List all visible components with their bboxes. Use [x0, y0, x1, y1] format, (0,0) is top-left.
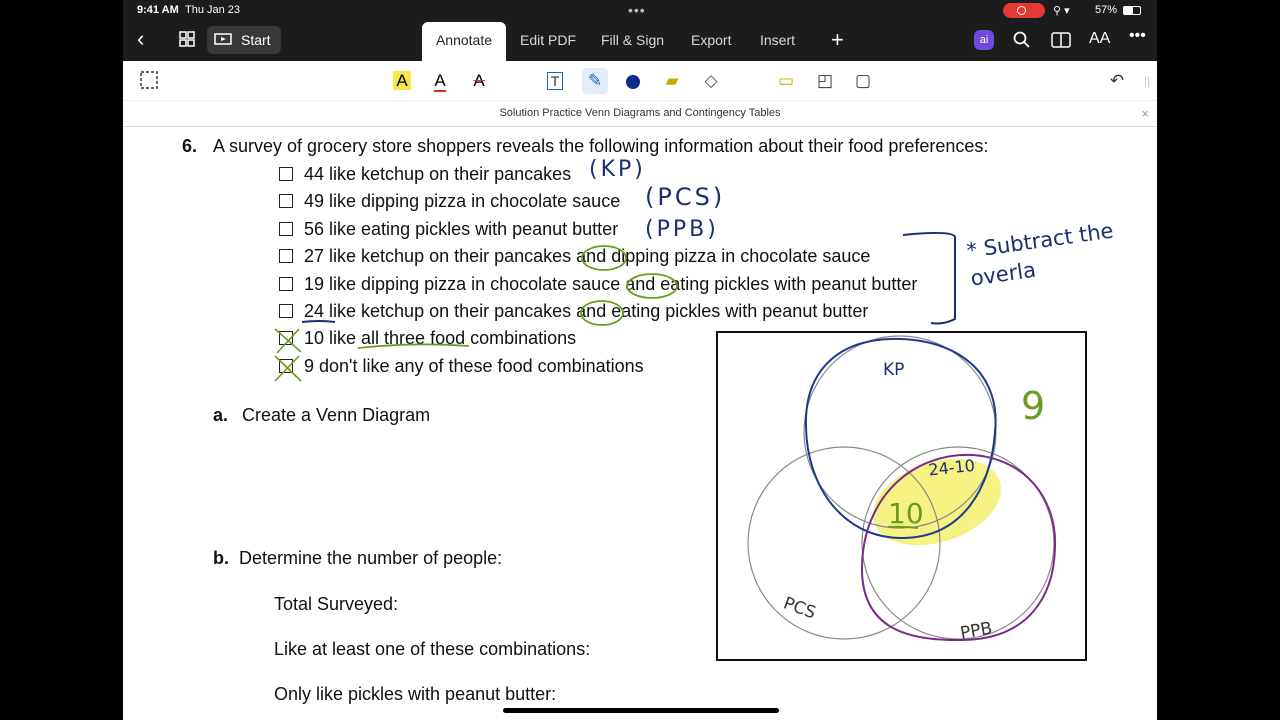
multitask-dots-icon[interactable]: •••	[628, 2, 646, 18]
search-icon[interactable]	[1013, 31, 1031, 49]
back-icon[interactable]: ‹	[137, 26, 145, 51]
text-size-icon[interactable]: AA	[1089, 30, 1111, 47]
status-date: Thu Jan 23	[185, 4, 241, 16]
pdf-page[interactable]	[123, 127, 1157, 720]
battery-percent: 57%	[1095, 4, 1118, 16]
list-item: 44 like ketchup on their pancakes	[304, 164, 572, 184]
sub-question: Total Surveyed:	[274, 594, 399, 614]
close-document-icon[interactable]: ×	[1141, 106, 1149, 121]
ink-note-subtract: * Subtract the overla	[965, 218, 1115, 291]
more-icon[interactable]: •••	[1129, 27, 1146, 44]
grid-icon[interactable]	[179, 31, 195, 47]
ink-tag-ppb: (PPB)	[645, 217, 719, 242]
ipad-screen	[123, 0, 1157, 720]
wifi-icon: ⚲ ▾	[1053, 5, 1070, 17]
ink-underline-all-three	[358, 344, 469, 348]
strikethrough-text-icon[interactable]: A	[473, 71, 485, 90]
text-box-icon[interactable]: T	[542, 68, 568, 94]
undo-icon[interactable]: ↶	[1109, 71, 1125, 90]
sticker-icon[interactable]: ▢	[854, 71, 872, 90]
ink-circle-and-3	[581, 301, 623, 325]
venn-label-ppb: PPB	[958, 618, 994, 644]
home-indicator[interactable]	[503, 708, 779, 713]
toolbar-handle-icon[interactable]: ||	[1143, 74, 1151, 88]
status-time: 9:41 AM	[137, 4, 179, 16]
status-bar	[123, 0, 1157, 22]
part-a-label: a.	[213, 405, 229, 425]
shapes-icon[interactable]: ◰	[816, 71, 834, 90]
question-prompt: A survey of grocery store shoppers reveals the following information about their food preferences:	[213, 136, 989, 156]
venn-center-value: 10	[888, 497, 924, 530]
list-item: 9 don't like any of these food combinations	[304, 356, 644, 376]
sub-question: Only like pickles with peanut butter:	[274, 684, 557, 704]
tab-export[interactable]: Export	[691, 32, 732, 48]
list-item: 49 like dipping pizza in chocolate sauce	[304, 191, 621, 211]
start-label: Start	[241, 32, 271, 48]
pen-icon[interactable]: ✎	[582, 68, 608, 94]
venn-label-kp: KP	[883, 360, 905, 380]
list-item: 56 like eating pickles with peanut butter	[304, 219, 619, 239]
part-a-text: Create a Venn Diagram	[242, 405, 431, 425]
document-title: Solution Practice Venn Diagrams and Contingency Tables	[499, 107, 781, 119]
document-title-bar	[123, 101, 1157, 127]
eraser-icon[interactable]: ◇	[704, 71, 718, 90]
part-b-text: Determine the number of people:	[239, 548, 503, 568]
ink-bracket	[903, 233, 955, 324]
list-item: 19 like dipping pizza in chocolate sauce and eating pickles with peanut butter	[304, 274, 918, 294]
part-b-label: b.	[213, 548, 229, 568]
ink-underline-24	[302, 321, 335, 322]
ink-annotations	[123, 127, 1157, 720]
sub-question: Like at least one of these combinations:	[274, 639, 591, 659]
ink-tag-pcs: (PCS)	[645, 183, 726, 211]
app-nav-bar	[123, 22, 1157, 61]
venn-outside-value: 9	[1021, 384, 1046, 428]
screen-recording-icon[interactable]	[1003, 3, 1045, 18]
question-number: 6.	[182, 136, 198, 156]
highlight-text-icon[interactable]: A	[389, 68, 415, 94]
list-item: 27 like ketchup on their pancakes and dipping pizza in chocolate sauce	[304, 246, 871, 266]
venn-kp-ppb-value: 24-10	[927, 455, 976, 480]
ink-circle-and-1	[582, 246, 626, 270]
start-button[interactable]	[207, 26, 281, 54]
list-item: 10 like all three food combinations	[304, 328, 577, 348]
ink-circle-and-2	[627, 274, 677, 298]
comment-icon[interactable]: ▭	[777, 71, 795, 90]
underline-text-icon[interactable]: A	[434, 71, 446, 90]
ink-check-1	[275, 329, 301, 353]
battery-icon	[1123, 6, 1141, 15]
present-icon	[214, 33, 232, 47]
annotation-toolbar	[123, 61, 1157, 101]
tab-annotate[interactable]: Annotate	[422, 22, 506, 61]
book-icon[interactable]	[1051, 32, 1071, 48]
add-icon[interactable]: +	[831, 27, 844, 52]
tab-fill-sign[interactable]: Fill & Sign	[601, 32, 665, 48]
ink-tag-kp: (KP)	[589, 157, 646, 182]
venn-label-pcs: PCS	[780, 593, 819, 624]
ink-check-2	[275, 356, 301, 381]
ai-icon[interactable]: ai	[974, 30, 994, 50]
select-icon[interactable]	[140, 71, 158, 89]
tab-edit-pdf[interactable]: Edit PDF	[520, 32, 577, 48]
tab-insert[interactable]: Insert	[760, 32, 796, 48]
list-item: 24 like ketchup on their pancakes and eating pickles with peanut butter	[304, 301, 869, 321]
color-dot-icon[interactable]	[620, 68, 646, 94]
highlighter-icon[interactable]: ▰	[665, 71, 679, 90]
